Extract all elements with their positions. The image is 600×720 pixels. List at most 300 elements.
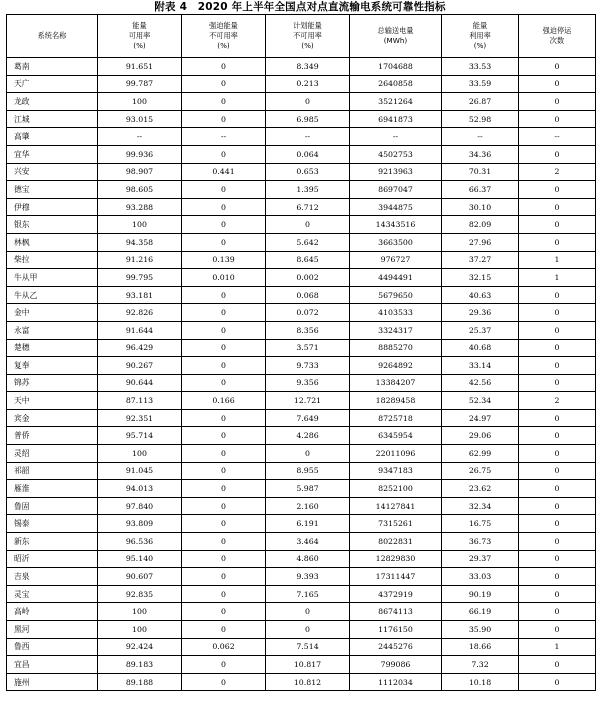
forced-unavailability-cell: 0	[182, 515, 266, 533]
total-energy-cell: 17311447	[350, 568, 442, 586]
forced-outage-count-cell: 0	[519, 480, 596, 498]
forced-outage-count-cell: 0	[519, 515, 596, 533]
forced-outage-count-cell: 0	[519, 357, 596, 375]
column-header	[98, 15, 182, 58]
table-body	[7, 58, 596, 691]
energy-availability-cell: 94.358	[98, 233, 182, 251]
energy-availability-cell: 87.113	[98, 392, 182, 410]
table-row	[7, 497, 596, 515]
table-row	[7, 533, 596, 551]
energy-availability-cell: 90.644	[98, 374, 182, 392]
column-header-line: (%)	[301, 41, 314, 50]
energy-availability-cell: 90.607	[98, 568, 182, 586]
energy-availability-cell: 92.835	[98, 585, 182, 603]
energy-availability-cell: 100	[98, 216, 182, 234]
table-row	[7, 515, 596, 533]
table-row	[7, 603, 596, 621]
forced-outage-count-cell: 0	[519, 110, 596, 128]
table-header	[7, 15, 596, 58]
energy-utilization-cell: 32.34	[442, 497, 519, 515]
planned-unavailability-cell: 10.812	[266, 673, 350, 691]
system-name-cell: 宜华	[7, 145, 98, 163]
energy-availability-cell: 95.140	[98, 550, 182, 568]
forced-outage-count-cell: 0	[519, 445, 596, 463]
column-header-line: 可用率	[128, 31, 151, 40]
energy-availability-cell: 99.795	[98, 269, 182, 287]
planned-unavailability-cell: 9.393	[266, 568, 350, 586]
table-row	[7, 409, 596, 427]
table-title: 附表 4 2020 年上半年全国点对点直流输电系统可靠性指标	[154, 1, 446, 13]
forced-unavailability-cell: 0	[182, 198, 266, 216]
total-energy-cell: 6941873	[350, 110, 442, 128]
system-name-cell: 牛从甲	[7, 269, 98, 287]
total-energy-cell: 7315261	[350, 515, 442, 533]
column-header-line: 总输送电量	[377, 26, 414, 35]
total-energy-cell: 2640858	[350, 75, 442, 93]
forced-unavailability-cell: 0	[182, 656, 266, 674]
forced-outage-count-cell: 1	[519, 638, 596, 656]
energy-utilization-cell: 29.36	[442, 304, 519, 322]
system-name-cell: 天中	[7, 392, 98, 410]
forced-unavailability-cell: 0	[182, 673, 266, 691]
forced-outage-count-cell: 0	[519, 409, 596, 427]
system-name-cell: 黑河	[7, 621, 98, 639]
system-name-cell: 普侨	[7, 427, 98, 445]
forced-outage-count-cell: 0	[519, 58, 596, 76]
total-energy-cell: 22011096	[350, 445, 442, 463]
energy-utilization-cell: 42.56	[442, 374, 519, 392]
planned-unavailability-cell: 7.165	[266, 585, 350, 603]
forced-outage-count-cell: 0	[519, 181, 596, 199]
forced-outage-count-cell: 0	[519, 216, 596, 234]
energy-availability-cell: 100	[98, 93, 182, 111]
planned-unavailability-cell: 4.860	[266, 550, 350, 568]
forced-unavailability-cell: 0	[182, 110, 266, 128]
table-row	[7, 321, 596, 339]
table-row	[7, 568, 596, 586]
energy-utilization-cell: 7.32	[442, 656, 519, 674]
forced-outage-count-cell: 0	[519, 533, 596, 551]
total-energy-cell: 12829830	[350, 550, 442, 568]
forced-unavailability-cell: 0	[182, 58, 266, 76]
energy-utilization-cell: 34.36	[442, 145, 519, 163]
energy-availability-cell: 95.714	[98, 427, 182, 445]
forced-outage-count-cell: 0	[519, 585, 596, 603]
column-header-line: (%)	[133, 41, 146, 50]
forced-outage-count-cell: 0	[519, 286, 596, 304]
energy-availability-cell: 94.013	[98, 480, 182, 498]
system-name-cell: 施州	[7, 673, 98, 691]
energy-availability-cell: 90.267	[98, 357, 182, 375]
energy-utilization-cell: 18.66	[442, 638, 519, 656]
energy-utilization-cell: 25.37	[442, 321, 519, 339]
system-name-cell: 德宝	[7, 181, 98, 199]
planned-unavailability-cell: --	[266, 128, 350, 146]
energy-utilization-cell: 52.98	[442, 110, 519, 128]
table-row	[7, 93, 596, 111]
system-name-cell: 柴拉	[7, 251, 98, 269]
forced-unavailability-cell: 0	[182, 409, 266, 427]
table-row	[7, 427, 596, 445]
energy-utilization-cell: 30.10	[442, 198, 519, 216]
forced-unavailability-cell: 0	[182, 75, 266, 93]
forced-outage-count-cell: 0	[519, 550, 596, 568]
forced-unavailability-cell: 0.166	[182, 392, 266, 410]
forced-outage-count-cell: 0	[519, 462, 596, 480]
energy-utilization-cell: 26.87	[442, 93, 519, 111]
forced-outage-count-cell: 1	[519, 269, 596, 287]
energy-utilization-cell: 23.62	[442, 480, 519, 498]
total-energy-cell: 5679650	[350, 286, 442, 304]
planned-unavailability-cell: 8.356	[266, 321, 350, 339]
total-energy-cell: 18289458	[350, 392, 442, 410]
forced-outage-count-cell: 0	[519, 673, 596, 691]
forced-unavailability-cell: 0.139	[182, 251, 266, 269]
system-name-cell: 鲁固	[7, 497, 98, 515]
table-row	[7, 673, 596, 691]
forced-outage-count-cell: 0	[519, 304, 596, 322]
total-energy-cell: 2445276	[350, 638, 442, 656]
energy-utilization-cell: 40.68	[442, 339, 519, 357]
planned-unavailability-cell: 9.733	[266, 357, 350, 375]
forced-outage-count-cell: 0	[519, 621, 596, 639]
forced-outage-count-cell: --	[519, 128, 596, 146]
energy-utilization-cell: 16.75	[442, 515, 519, 533]
column-header-line: 不可用率	[293, 31, 322, 40]
total-energy-cell: 9347183	[350, 462, 442, 480]
total-energy-cell: 8885270	[350, 339, 442, 357]
forced-outage-count-cell: 0	[519, 656, 596, 674]
planned-unavailability-cell: 0.213	[266, 75, 350, 93]
total-energy-cell: 9264892	[350, 357, 442, 375]
total-energy-cell: 799086	[350, 656, 442, 674]
energy-utilization-cell: 37.27	[442, 251, 519, 269]
energy-utilization-cell: 66.37	[442, 181, 519, 199]
energy-utilization-cell: 52.34	[442, 392, 519, 410]
forced-outage-count-cell: 0	[519, 497, 596, 515]
planned-unavailability-cell: 0.068	[266, 286, 350, 304]
forced-unavailability-cell: 0	[182, 321, 266, 339]
system-name-cell: 楚穗	[7, 339, 98, 357]
forced-unavailability-cell: 0	[182, 497, 266, 515]
system-name-cell: 江城	[7, 110, 98, 128]
system-name-cell: 复奉	[7, 357, 98, 375]
table-row	[7, 75, 596, 93]
energy-availability-cell: 89.188	[98, 673, 182, 691]
total-energy-cell: 14343516	[350, 216, 442, 234]
planned-unavailability-cell: 0	[266, 621, 350, 639]
table-row	[7, 145, 596, 163]
total-energy-cell: 13384207	[350, 374, 442, 392]
header-row	[7, 15, 596, 58]
energy-utilization-cell: 33.59	[442, 75, 519, 93]
column-header	[519, 15, 596, 58]
forced-unavailability-cell: 0	[182, 286, 266, 304]
system-name-cell: 昭沂	[7, 550, 98, 568]
forced-outage-count-cell: 0	[519, 568, 596, 586]
table-row	[7, 233, 596, 251]
planned-unavailability-cell: 3.464	[266, 533, 350, 551]
total-energy-cell: 4372919	[350, 585, 442, 603]
table-row	[7, 621, 596, 639]
planned-unavailability-cell: 0	[266, 216, 350, 234]
forced-unavailability-cell: 0	[182, 145, 266, 163]
forced-outage-count-cell: 2	[519, 392, 596, 410]
table-row	[7, 251, 596, 269]
planned-unavailability-cell: 8.349	[266, 58, 350, 76]
forced-outage-count-cell: 0	[519, 603, 596, 621]
planned-unavailability-cell: 0	[266, 445, 350, 463]
forced-unavailability-cell: 0	[182, 304, 266, 322]
energy-utilization-cell: 66.19	[442, 603, 519, 621]
total-energy-cell: --	[350, 128, 442, 146]
table-row	[7, 480, 596, 498]
energy-utilization-cell: 27.96	[442, 233, 519, 251]
forced-outage-count-cell: 2	[519, 163, 596, 181]
table-row	[7, 58, 596, 76]
column-header-line: 强迫停运	[542, 26, 572, 35]
planned-unavailability-cell: 7.649	[266, 409, 350, 427]
table-row	[7, 392, 596, 410]
planned-unavailability-cell: 0.072	[266, 304, 350, 322]
energy-availability-cell: 97.840	[98, 497, 182, 515]
forced-unavailability-cell: 0.062	[182, 638, 266, 656]
total-energy-cell: 1112034	[350, 673, 442, 691]
forced-outage-count-cell: 0	[519, 198, 596, 216]
system-name-cell: 祁韶	[7, 462, 98, 480]
table-row	[7, 374, 596, 392]
planned-unavailability-cell: 6.191	[266, 515, 350, 533]
planned-unavailability-cell: 2.160	[266, 497, 350, 515]
forced-unavailability-cell: 0	[182, 216, 266, 234]
system-name-cell: 吉泉	[7, 568, 98, 586]
forced-unavailability-cell: 0	[182, 480, 266, 498]
column-header-line: 不可用率	[209, 31, 238, 40]
forced-unavailability-cell: 0.441	[182, 163, 266, 181]
column-header-line: (%)	[217, 41, 230, 50]
energy-utilization-cell: 40.63	[442, 286, 519, 304]
system-name-cell: 伊穆	[7, 198, 98, 216]
forced-unavailability-cell: 0	[182, 550, 266, 568]
total-energy-cell: 4103533	[350, 304, 442, 322]
energy-utilization-cell: 33.14	[442, 357, 519, 375]
energy-utilization-cell: 70.31	[442, 163, 519, 181]
energy-utilization-cell: 29.37	[442, 550, 519, 568]
forced-outage-count-cell: 0	[519, 75, 596, 93]
energy-utilization-cell: 35.90	[442, 621, 519, 639]
forced-unavailability-cell: 0	[182, 427, 266, 445]
energy-availability-cell: 96.536	[98, 533, 182, 551]
system-name-cell: 永富	[7, 321, 98, 339]
forced-unavailability-cell: 0	[182, 621, 266, 639]
planned-unavailability-cell: 8.955	[266, 462, 350, 480]
energy-availability-cell: --	[98, 128, 182, 146]
energy-utilization-cell: 33.03	[442, 568, 519, 586]
forced-unavailability-cell: 0	[182, 568, 266, 586]
total-energy-cell: 3324317	[350, 321, 442, 339]
energy-availability-cell: 89.183	[98, 656, 182, 674]
forced-unavailability-cell: 0	[182, 462, 266, 480]
table-row	[7, 585, 596, 603]
forced-outage-count-cell: 0	[519, 233, 596, 251]
total-energy-cell: 8252100	[350, 480, 442, 498]
planned-unavailability-cell: 9.356	[266, 374, 350, 392]
total-energy-cell: 1704688	[350, 58, 442, 76]
forced-unavailability-cell: 0	[182, 533, 266, 551]
energy-availability-cell: 92.351	[98, 409, 182, 427]
total-energy-cell: 1176150	[350, 621, 442, 639]
energy-utilization-cell: 62.99	[442, 445, 519, 463]
system-name-cell: 宾金	[7, 409, 98, 427]
planned-unavailability-cell: 4.286	[266, 427, 350, 445]
table-row	[7, 357, 596, 375]
forced-unavailability-cell: 0	[182, 339, 266, 357]
total-energy-cell: 8674113	[350, 603, 442, 621]
system-name-cell: 高岭	[7, 603, 98, 621]
column-header-line: (%)	[473, 41, 487, 50]
total-energy-cell: 3521264	[350, 93, 442, 111]
forced-outage-count-cell: 0	[519, 93, 596, 111]
table-row	[7, 445, 596, 463]
forced-outage-count-cell: 1	[519, 251, 596, 269]
energy-availability-cell: 98.907	[98, 163, 182, 181]
total-energy-cell: 8725718	[350, 409, 442, 427]
planned-unavailability-cell: 6.712	[266, 198, 350, 216]
table-row	[7, 304, 596, 322]
column-header-line: 能量	[132, 21, 147, 30]
column-header-line: 利用率	[469, 31, 491, 40]
system-name-cell: 高肇	[7, 128, 98, 146]
total-energy-cell: 8697047	[350, 181, 442, 199]
total-energy-cell: 3944875	[350, 198, 442, 216]
energy-utilization-cell: 10.18	[442, 673, 519, 691]
table-row	[7, 181, 596, 199]
column-header	[7, 15, 98, 58]
total-energy-cell: 4502753	[350, 145, 442, 163]
planned-unavailability-cell: 7.514	[266, 638, 350, 656]
table-row	[7, 286, 596, 304]
table-row	[7, 339, 596, 357]
forced-unavailability-cell: 0	[182, 585, 266, 603]
table-row	[7, 638, 596, 656]
energy-utilization-cell: 33.53	[442, 58, 519, 76]
total-energy-cell: 6345954	[350, 427, 442, 445]
energy-utilization-cell: 36.73	[442, 533, 519, 551]
table-row	[7, 269, 596, 287]
energy-utilization-cell: 29.06	[442, 427, 519, 445]
reliability-table	[6, 14, 596, 691]
forced-unavailability-cell: 0.010	[182, 269, 266, 287]
system-name-cell: 天广	[7, 75, 98, 93]
system-name-cell: 龙政	[7, 93, 98, 111]
planned-unavailability-cell: 0	[266, 93, 350, 111]
energy-availability-cell: 93.288	[98, 198, 182, 216]
planned-unavailability-cell: 3.571	[266, 339, 350, 357]
column-header-line: 次数	[549, 36, 565, 45]
energy-availability-cell: 91.045	[98, 462, 182, 480]
energy-availability-cell: 98.605	[98, 181, 182, 199]
planned-unavailability-cell: 6.985	[266, 110, 350, 128]
table-row	[7, 216, 596, 234]
total-energy-cell: 3663500	[350, 233, 442, 251]
system-name-cell: 银东	[7, 216, 98, 234]
energy-availability-cell: 93.181	[98, 286, 182, 304]
column-header	[350, 15, 442, 58]
energy-availability-cell: 93.809	[98, 515, 182, 533]
column-header-line: 强迫能量	[209, 21, 238, 30]
system-name-cell: 鲁西	[7, 638, 98, 656]
energy-availability-cell: 100	[98, 621, 182, 639]
planned-unavailability-cell: 0.002	[266, 269, 350, 287]
system-name-cell: 灵宝	[7, 585, 98, 603]
forced-outage-count-cell: 0	[519, 145, 596, 163]
total-energy-cell: 976727	[350, 251, 442, 269]
system-name-cell: 牛从乙	[7, 286, 98, 304]
system-name-cell: 灵绍	[7, 445, 98, 463]
energy-availability-cell: 99.787	[98, 75, 182, 93]
planned-unavailability-cell: 12.721	[266, 392, 350, 410]
planned-unavailability-cell: 8.645	[266, 251, 350, 269]
planned-unavailability-cell: 0.064	[266, 145, 350, 163]
forced-unavailability-cell: 0	[182, 233, 266, 251]
column-header-line: 计划能量	[293, 21, 322, 30]
forced-unavailability-cell: 0	[182, 445, 266, 463]
energy-availability-cell: 100	[98, 603, 182, 621]
energy-utilization-cell: 82.09	[442, 216, 519, 234]
table-row	[7, 110, 596, 128]
forced-unavailability-cell: --	[182, 128, 266, 146]
forced-outage-count-cell: 0	[519, 339, 596, 357]
forced-outage-count-cell: 0	[519, 374, 596, 392]
total-energy-cell: 8022831	[350, 533, 442, 551]
column-header	[442, 15, 519, 58]
total-energy-cell: 4494491	[350, 269, 442, 287]
forced-unavailability-cell: 0	[182, 374, 266, 392]
total-energy-cell: 14127841	[350, 497, 442, 515]
column-header	[182, 15, 266, 58]
energy-availability-cell: 91.644	[98, 321, 182, 339]
energy-availability-cell: 100	[98, 445, 182, 463]
forced-unavailability-cell: 0	[182, 181, 266, 199]
system-name-cell: 金中	[7, 304, 98, 322]
column-header-line: 系统名称	[37, 31, 67, 40]
energy-utilization-cell: 26.75	[442, 462, 519, 480]
energy-utilization-cell: 24.97	[442, 409, 519, 427]
forced-unavailability-cell: 0	[182, 93, 266, 111]
forced-outage-count-cell: 0	[519, 321, 596, 339]
forced-unavailability-cell: 0	[182, 357, 266, 375]
energy-utilization-cell: 90.19	[442, 585, 519, 603]
forced-unavailability-cell: 0	[182, 603, 266, 621]
energy-availability-cell: 96.429	[98, 339, 182, 357]
column-header-line: 能量	[472, 21, 488, 30]
planned-unavailability-cell: 5.987	[266, 480, 350, 498]
planned-unavailability-cell: 0.653	[266, 163, 350, 181]
table-row	[7, 163, 596, 181]
system-name-cell: 雁淮	[7, 480, 98, 498]
energy-availability-cell: 91.216	[98, 251, 182, 269]
energy-availability-cell: 99.936	[98, 145, 182, 163]
planned-unavailability-cell: 10.817	[266, 656, 350, 674]
energy-availability-cell: 91.651	[98, 58, 182, 76]
system-name-cell: 锡泰	[7, 515, 98, 533]
forced-outage-count-cell: 0	[519, 427, 596, 445]
total-energy-cell: 9213963	[350, 163, 442, 181]
energy-utilization-cell: 32.15	[442, 269, 519, 287]
column-header	[266, 15, 350, 58]
system-name-cell: 锦苏	[7, 374, 98, 392]
system-name-cell: 林枫	[7, 233, 98, 251]
